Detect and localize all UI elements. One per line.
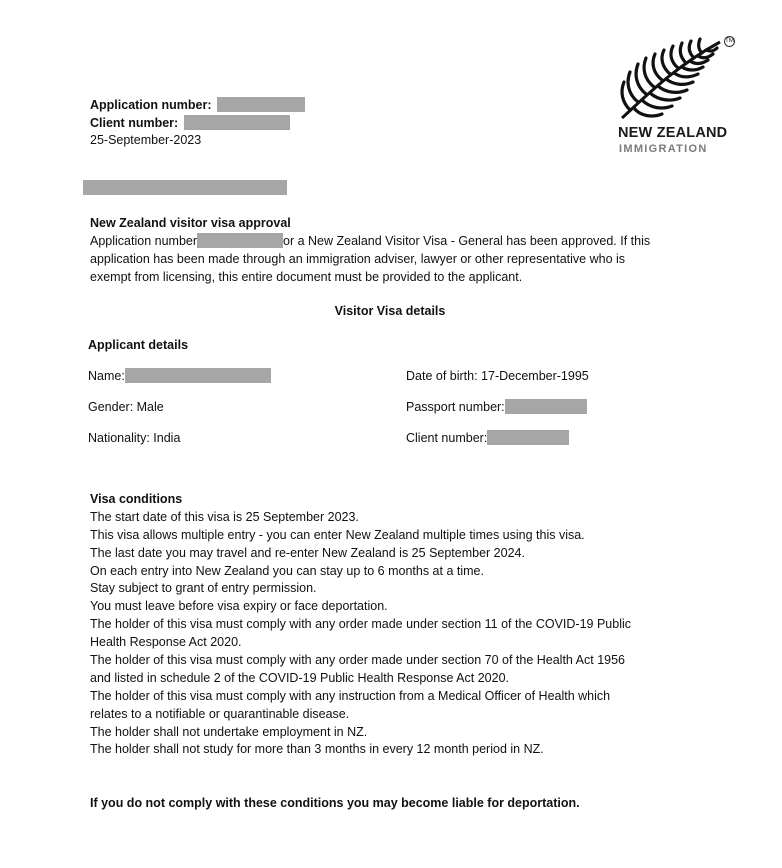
logo-line-1: NEW ZEALAND [618,125,728,141]
nationality: Nationality: India [88,431,181,445]
condition-line: The holder of this visa must comply with any order made under section 70 of the Health Act 1956 [90,653,626,668]
details-client-row [406,429,569,447]
passport-label: Passport number: [406,400,505,414]
redacted-passport-number [505,399,587,414]
condition-line: On each entry into New Zealand you can stay up to 6 months at a time. [90,563,484,578]
redacted-details-client-number [487,430,569,445]
passport-row [406,398,587,416]
silver-fern-icon [616,36,728,122]
approval-line-1 [90,232,650,250]
visa-conditions [90,491,730,759]
condition-line: This visa allows multiple entry - you can enter New Zealand multiple times using this visa. [90,527,585,542]
redacted-application-number-inline [197,233,283,248]
approval-line-1-prefix: Application number [90,234,198,248]
application-number-row [90,96,305,114]
client-number-row [90,114,290,132]
application-number-label: Application number: [90,98,212,112]
name-row [88,367,271,385]
redacted-client-number [184,115,290,130]
condition-line: The holder shall not study for more than 3 months in every 12 month period in NZ. [90,742,544,757]
date-of-birth: Date of birth: 17-December-1995 [406,369,589,383]
trademark-mark: TM [724,36,735,47]
logo-line-2: IMMIGRATION [619,143,708,155]
approval-line-2: application has been made through an immigration adviser, lawyer or other representative who is [90,252,626,266]
gender: Gender: Male [88,400,164,414]
visa-details-title: Visitor Visa details [334,304,446,318]
approval-title: New Zealand visitor visa approval [90,216,291,230]
condition-line: The holder shall not undertake employment in NZ. [90,724,368,739]
condition-line: The start date of this visa is 25 September 2023. [90,509,359,524]
condition-line: Health Response Act 2020. [90,635,242,650]
letter-date: 25-September-2023 [90,133,202,147]
name-label: Name: [88,369,125,383]
visa-conditions-title: Visa conditions [90,492,183,506]
condition-line: Stay subject to grant of entry permission. [90,581,317,596]
condition-line: and listed in schedule 2 of the COVID-19 Public Health Response Act 2020. [90,670,510,685]
details-client-label: Client number: [406,431,488,445]
approval-line-1-suffix: or a New Zealand Visitor Visa - General has been approved. If this [283,234,651,248]
redacted-recipient [83,180,287,195]
condition-line: You must leave before visa expiry or face deportation. [90,599,388,614]
deportation-warning: If you do not comply with these conditions you may become liable for deportation. [90,796,580,810]
condition-line: The holder of this visa must comply with any order made under section 11 of the COVID-19 Public [90,617,631,632]
redacted-application-number [217,97,305,112]
applicant-details-title: Applicant details [88,338,189,352]
redacted-name [125,368,271,383]
condition-line: The holder of this visa must comply with any instruction from a Medical Officer of Health which [90,688,611,703]
nz-immigration-logo [612,36,742,158]
condition-line: relates to a notifiable or quarantinable disease. [90,706,350,721]
condition-line: The last date you may travel and re-enter New Zealand is 25 September 2024. [90,545,525,560]
client-number-label: Client number: [90,116,179,130]
approval-line-3: exempt from licensing, this entire document must be provided to the applicant. [90,270,523,284]
